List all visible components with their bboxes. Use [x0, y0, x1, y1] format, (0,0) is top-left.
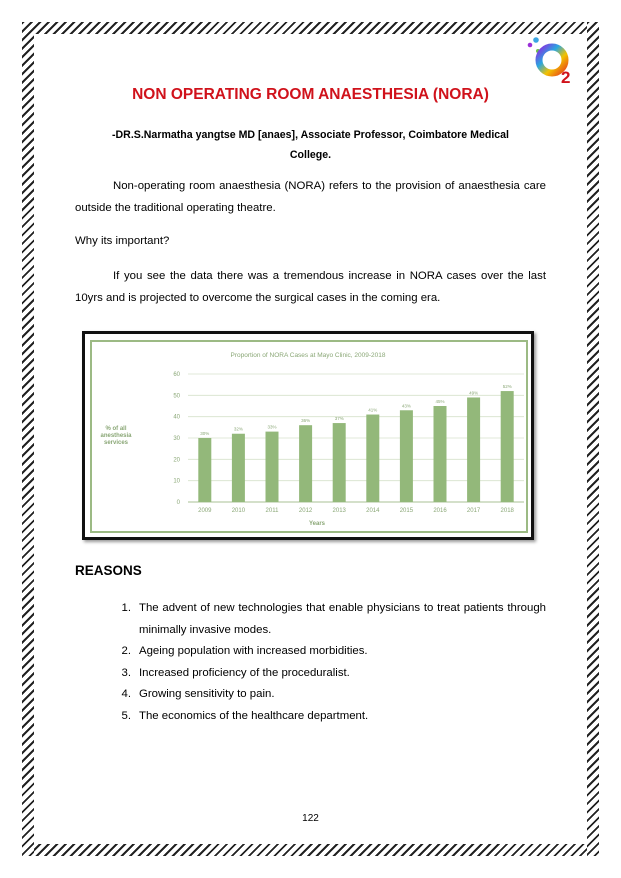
chart-y-tick-label: 10: [173, 478, 180, 485]
chart-bar: [266, 432, 279, 502]
page-border-bottom: [22, 844, 599, 856]
chart-bar: [232, 434, 245, 502]
reason-item: [75, 706, 546, 728]
chart-bar: [333, 423, 346, 502]
chart-data-label: 33%: [267, 424, 277, 430]
reason-text: The advent of new technologies that enable physicians to treat patients through minimally invasive modes.: [139, 602, 546, 636]
chart-y-tick-label: 40: [173, 414, 180, 421]
chart-title: Proportion of NORA Cases at Mayo Clinic, 2009-2018: [230, 352, 386, 359]
chart-data-label: 43%: [401, 403, 411, 409]
reason-number: 5.: [121, 709, 131, 722]
chart-bar: [501, 391, 514, 502]
chart-x-tick-label: 2012: [298, 508, 313, 514]
chart-bar: [366, 415, 379, 502]
chart-x-axis-label: Years: [308, 521, 326, 527]
chart-x-tick-label: 2015: [399, 508, 414, 514]
reason-item: [75, 641, 546, 663]
intro-paragraph: Non-operating room anaesthesia (NORA) refers to the provision of anaesthesia care outside the traditional operating theatre.: [75, 180, 546, 214]
chart-x-tick-label: 2011: [265, 508, 279, 514]
reason-number: 3.: [121, 666, 131, 679]
chart-y-tick-label: 0: [176, 500, 180, 506]
reasons-list: [75, 598, 546, 727]
chart-data-label: 32%: [233, 426, 243, 432]
chart-x-tick-label: 2010: [231, 508, 246, 514]
page-border-top: [22, 22, 599, 34]
reason-number: 2.: [121, 645, 131, 657]
chart-x-tick-label: 2016: [433, 508, 447, 514]
chart-y-tick-label: 30: [173, 436, 180, 442]
chart-frame: [82, 331, 534, 540]
chart-x-tick-label: 2017: [466, 508, 481, 514]
chart-y-tick-label: 60: [173, 372, 180, 378]
page-border-right: [587, 22, 599, 856]
reason-text: Ageing population with increased morbidities.: [139, 645, 368, 657]
page-border-left: [22, 22, 34, 856]
logo-subscript: 2: [561, 68, 571, 87]
reasons-heading: REASONS: [75, 563, 142, 578]
reason-text: Growing sensitivity to pain.: [139, 688, 275, 700]
chart-bar: [198, 438, 211, 502]
chart-data-label: 52%: [502, 384, 512, 390]
chart-bar: [434, 406, 447, 502]
chart-data-label: 41%: [368, 407, 378, 413]
chart-x-tick-label: 2014: [366, 508, 380, 514]
chart-data-label: 36%: [301, 418, 311, 424]
reason-number: 4.: [121, 688, 131, 700]
question-line: Why its important?: [75, 235, 170, 247]
author-line: -DR.S.Narmatha yangtse MD [anaes], Associate Professor, Coimbatore Medical College.: [112, 129, 509, 161]
chart-data-label: 30%: [200, 431, 210, 436]
reason-item: [75, 663, 546, 685]
chart-x-tick-label: 2018: [500, 508, 514, 514]
reason-item: [75, 684, 546, 706]
chart-x-tick-label: 2013: [332, 508, 346, 514]
reason-text: The economics of the healthcare department.: [139, 709, 369, 722]
chart-data-label: 45%: [435, 399, 445, 404]
chart-y-tick-label: 20: [173, 457, 180, 464]
bar-chart: [92, 342, 526, 531]
page-title: NON OPERATING ROOM ANAESTHESIA (NORA): [132, 86, 489, 103]
chart-x-tick-label: 2009: [198, 508, 212, 514]
chart-data-label: 49%: [469, 390, 479, 396]
chart-bar: [400, 410, 413, 502]
chart-bar: [467, 397, 480, 502]
reason-number: 1.: [121, 602, 131, 614]
chart-data-label: 37%: [334, 416, 344, 422]
chart-bar: [299, 425, 312, 502]
chart-panel: [90, 340, 528, 533]
page-number: 122: [302, 813, 319, 824]
chart-y-tick-label: 50: [173, 393, 180, 400]
data-paragraph: If you see the data there was a tremendous increase in NORA cases over the last 10yrs and is projected to overcome the surgical cases in the coming era.: [75, 270, 546, 304]
chart-y-axis-label: % of all anesthesia services: [100, 426, 132, 446]
o2-logo: [524, 36, 578, 88]
reason-item: [75, 598, 546, 641]
reason-text: Increased proficiency of the proceduralist.: [139, 666, 350, 679]
